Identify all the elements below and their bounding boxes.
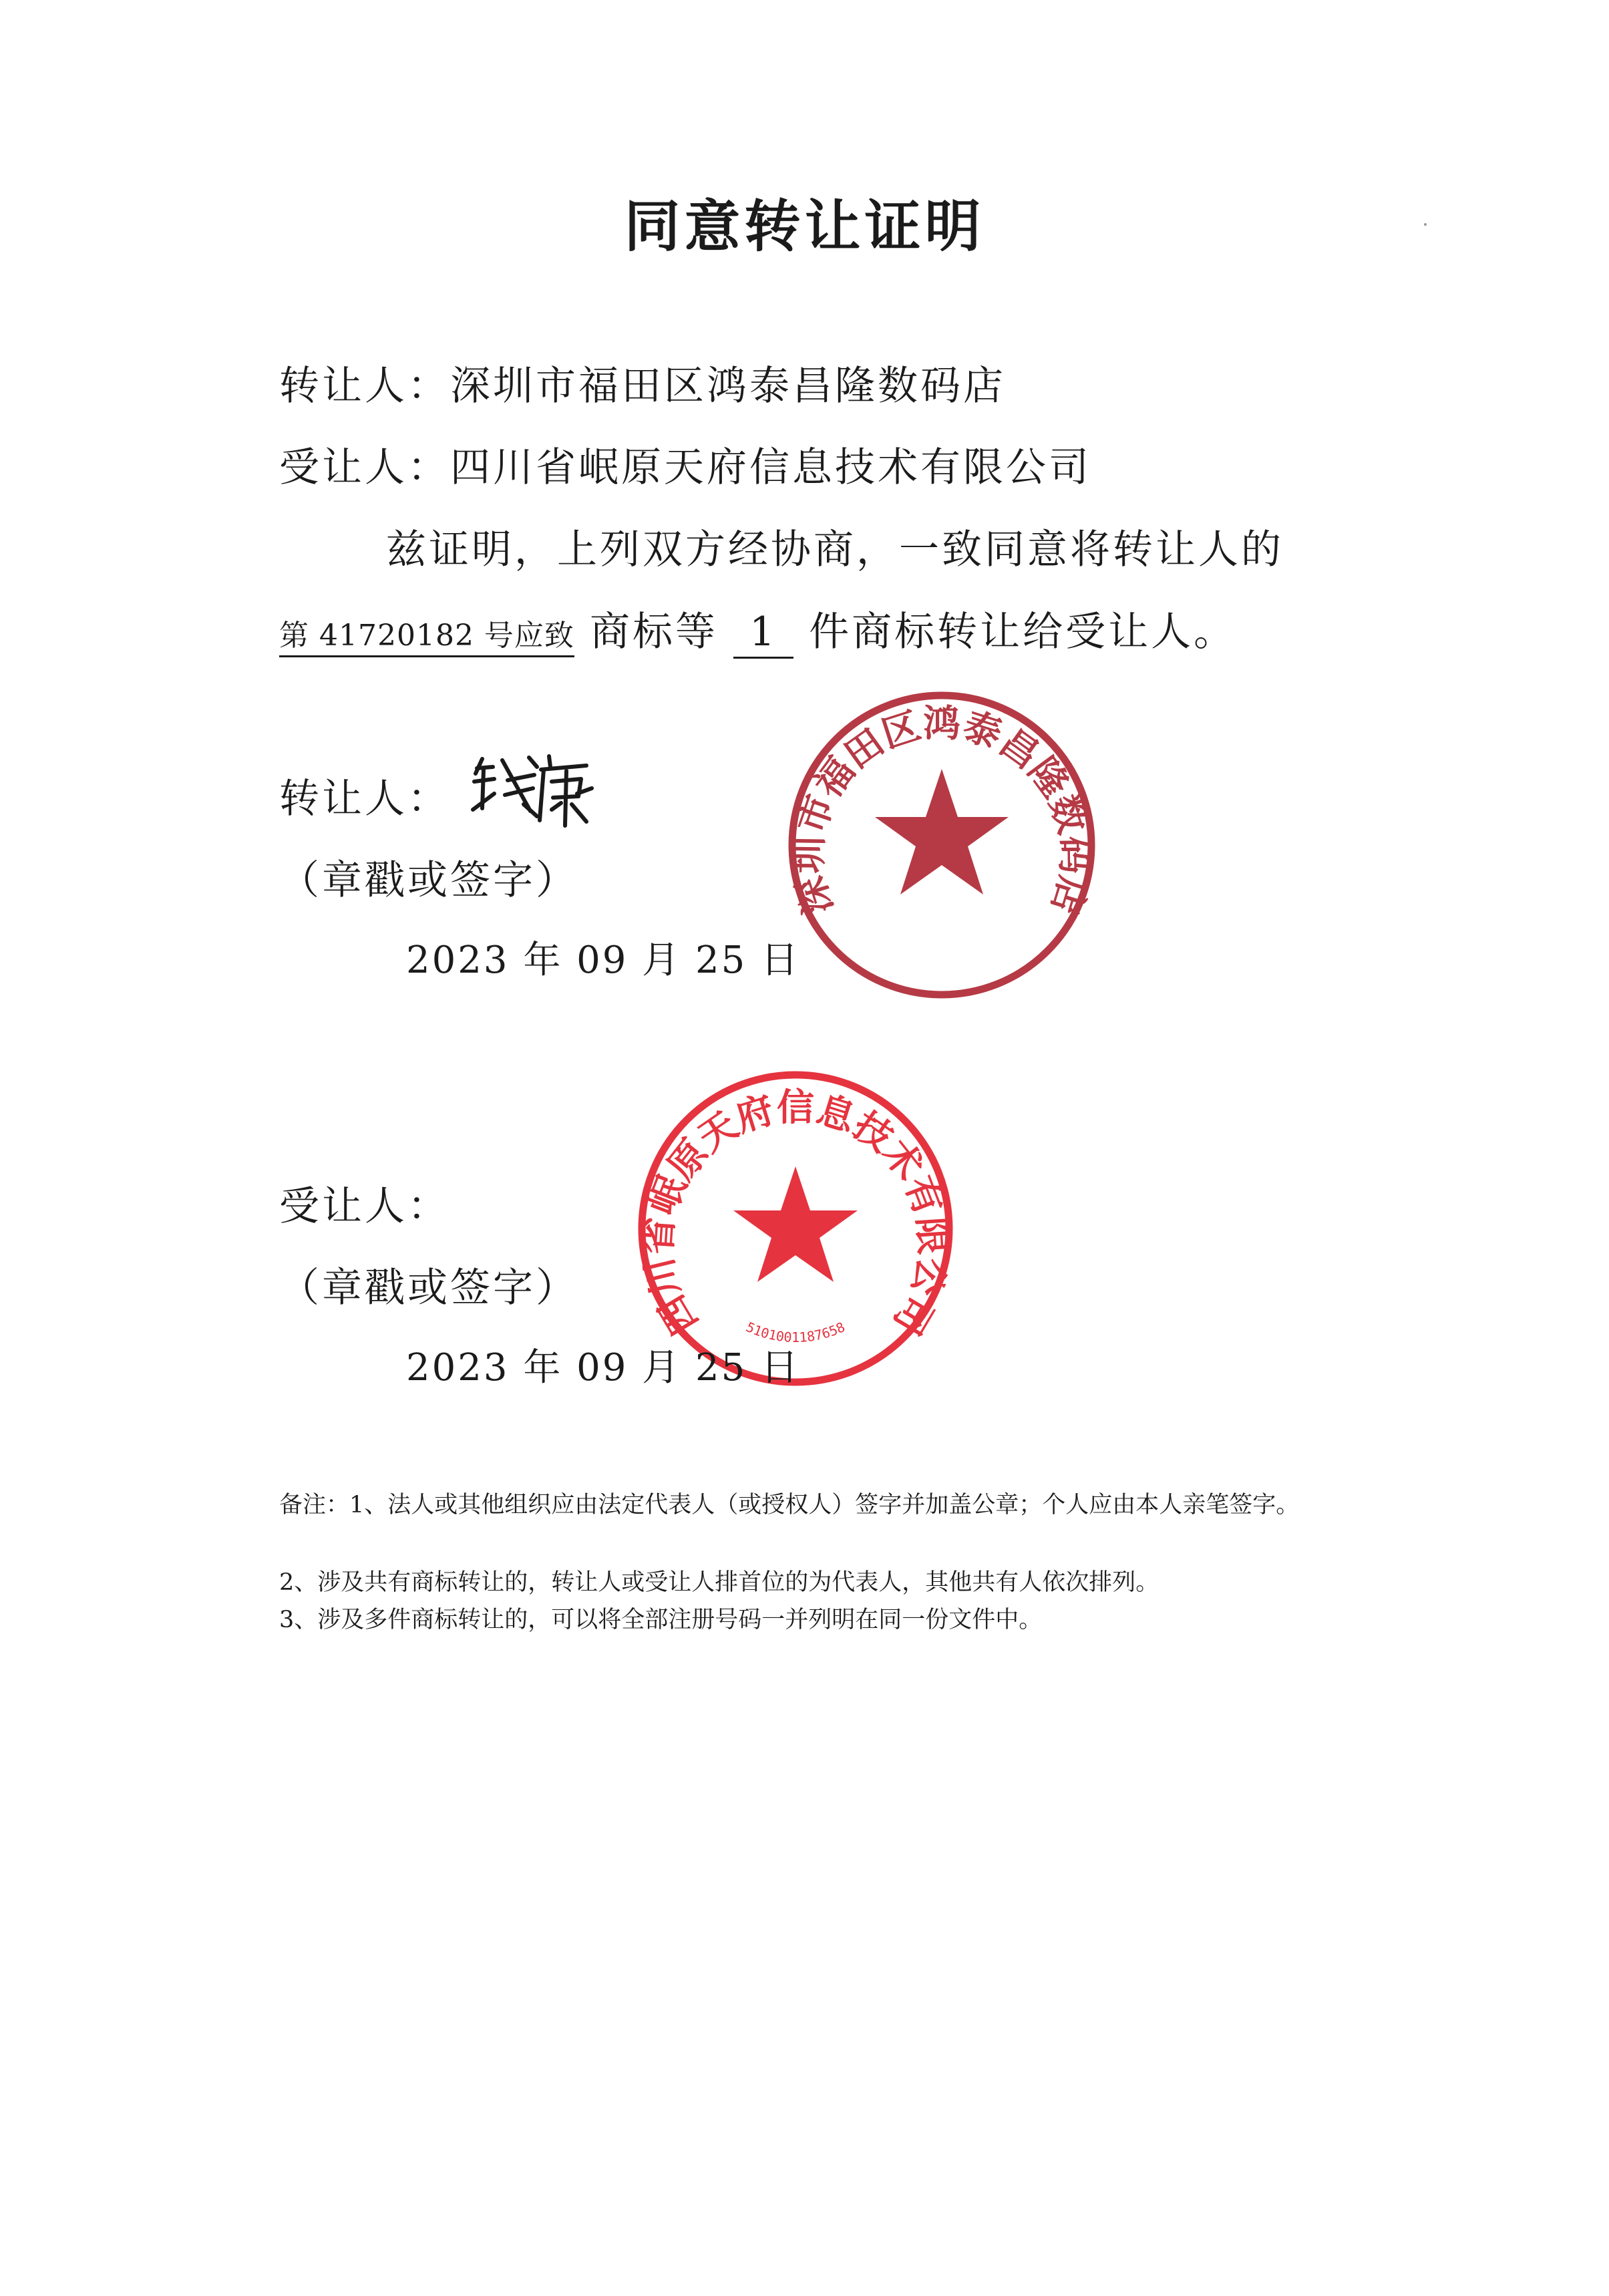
transferee-signature-label: 受让人： — [279, 1183, 450, 1230]
transferor-signature-label: 转让人： — [279, 776, 450, 822]
body-end-text: 件商标转让给受让人。 — [809, 609, 1237, 655]
transferee-seal-text: 四川省岷原天府信息技术有限公司 — [635, 1086, 956, 1343]
transferor-seal — [781, 685, 1102, 1005]
note-3: 3、涉及多件商标转让的，可以将全部注册号码一并列明在同一份文件中。 — [279, 1607, 1043, 1633]
transferee-date: 2023 年 09 月 25 日 — [406, 1346, 801, 1389]
transferor-line: 转让人：深圳市福田区鸿泰昌隆数码店 — [279, 363, 1006, 409]
note-2: 2、涉及共有商标转让的，转让人或受让人排首位的为代表人，其他共有人依次排列。 — [279, 1569, 1159, 1596]
registration-number: 第 41720182 号应致 — [279, 619, 574, 657]
transferee-seal-number: 5101001187658 — [743, 1319, 848, 1345]
handwritten-signature — [468, 747, 594, 834]
transferor-seal-text: 深圳市福田区鸿泰昌隆数码店 — [786, 701, 1097, 921]
body-middle-text: 商标等 — [590, 609, 719, 655]
body-line-2 — [279, 600, 1236, 659]
document-title: 同意转让证明 — [624, 194, 985, 259]
trademark-count: 1 — [733, 609, 793, 659]
transferor-seal-note: （章戳或签字） — [279, 857, 578, 904]
note-1: 备注：1、法人或其他组织应由法定代表人（或授权人）签字并加盖公章；个人应由本人亲笔签字。 — [279, 1492, 1300, 1518]
transferee-seal-note: （章戳或签字） — [279, 1265, 578, 1311]
transferor-date: 2023 年 09 月 25 日 — [406, 939, 801, 982]
transferee-line: 受让人：四川省岷原天府信息技术有限公司 — [279, 444, 1091, 491]
body-line-1: 兹证明，上列双方经协商，一致同意将转让人的 — [386, 526, 1284, 573]
